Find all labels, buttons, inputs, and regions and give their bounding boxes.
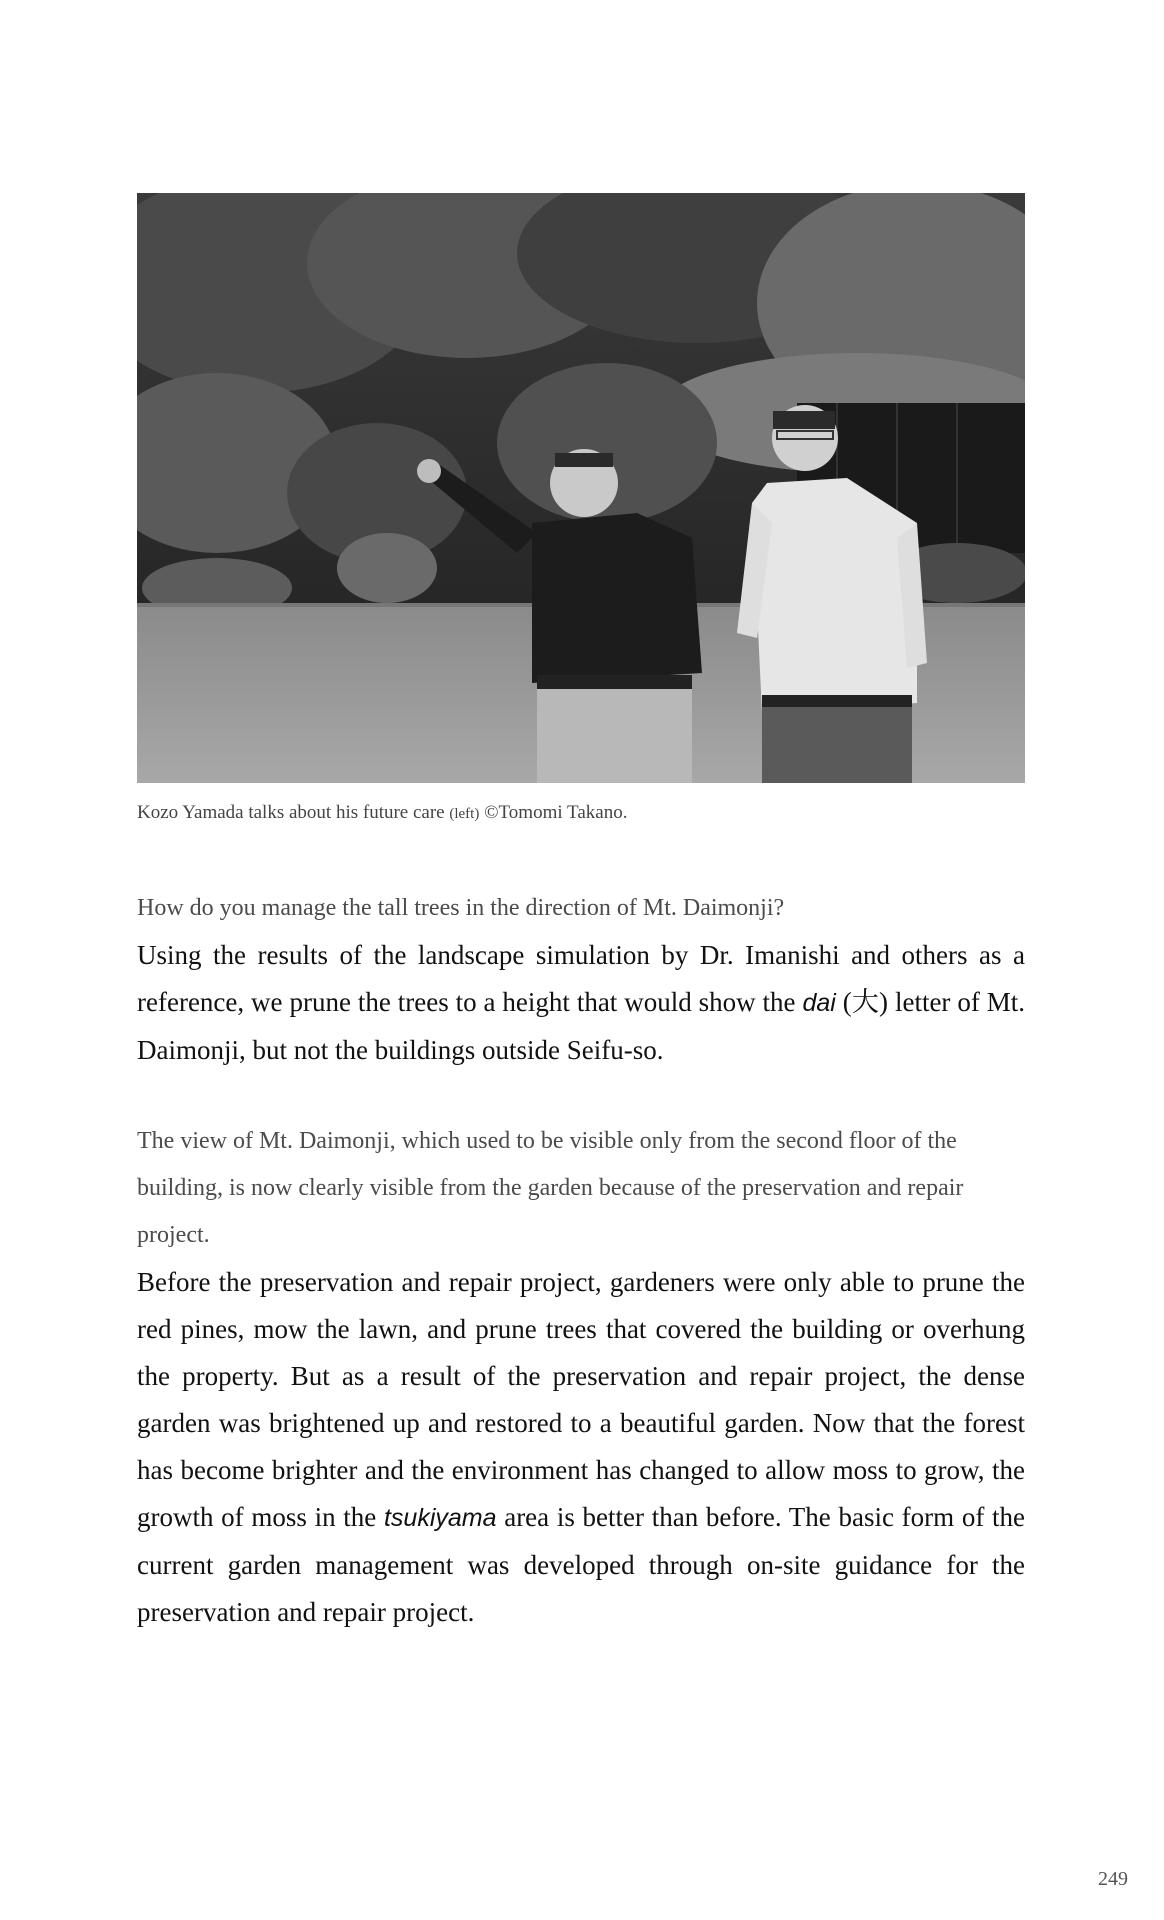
caption-credit: ©Tomomi Takano. (479, 802, 628, 823)
answer-2-tsukiyama-term: tsukiyama (383, 1504, 497, 1532)
interview-answer-2 (137, 1259, 1025, 1636)
page-number: 249 (1098, 1868, 1128, 1890)
photo-image (137, 193, 1025, 783)
garden-photo (137, 193, 1025, 783)
answer-1-dai-term: dai (802, 989, 836, 1017)
caption-left-note: (left) (449, 806, 480, 822)
answer-2-text-a: Before the preservation and repair project, gardeners were only able to prune the red pines, mow the lawn, and prune trees that covered the building or overhung the property. But as a result of the preservation and repair project, the dense garden was brightened up and restored to a beautiful garden. Now that the forest has become brighter and the environment has changed to allow moss to grow, the growth of moss in the (137, 1267, 1025, 1532)
interview-answer-1 (137, 932, 1025, 1074)
caption-main: Kozo Yamada talks about his future care (137, 802, 450, 823)
answer-1-text-a: Using the results of the landscape simulation by Dr. Imanishi and others as a reference, we prune the trees to a height that would show the (137, 940, 1025, 1017)
interview-question-2: The view of Mt. Daimonji, which used to be visible only from the second floor of the building, is now clearly visible from the garden because of the preservation and repair project. (137, 1128, 964, 1248)
answer-2-text-b: area is better than before. The basic form of the current garden management was developed through on-site guidance for the preservation and repair project. (137, 1502, 1025, 1627)
interview-question-1: How do you manage the tall trees in the direction of Mt. Daimonji? (137, 895, 785, 921)
photo-caption (137, 800, 1025, 827)
answer-1-text-b: (大) letter of Mt. Daimonji, but not the buildings outside Seifu-so. (137, 987, 1025, 1065)
